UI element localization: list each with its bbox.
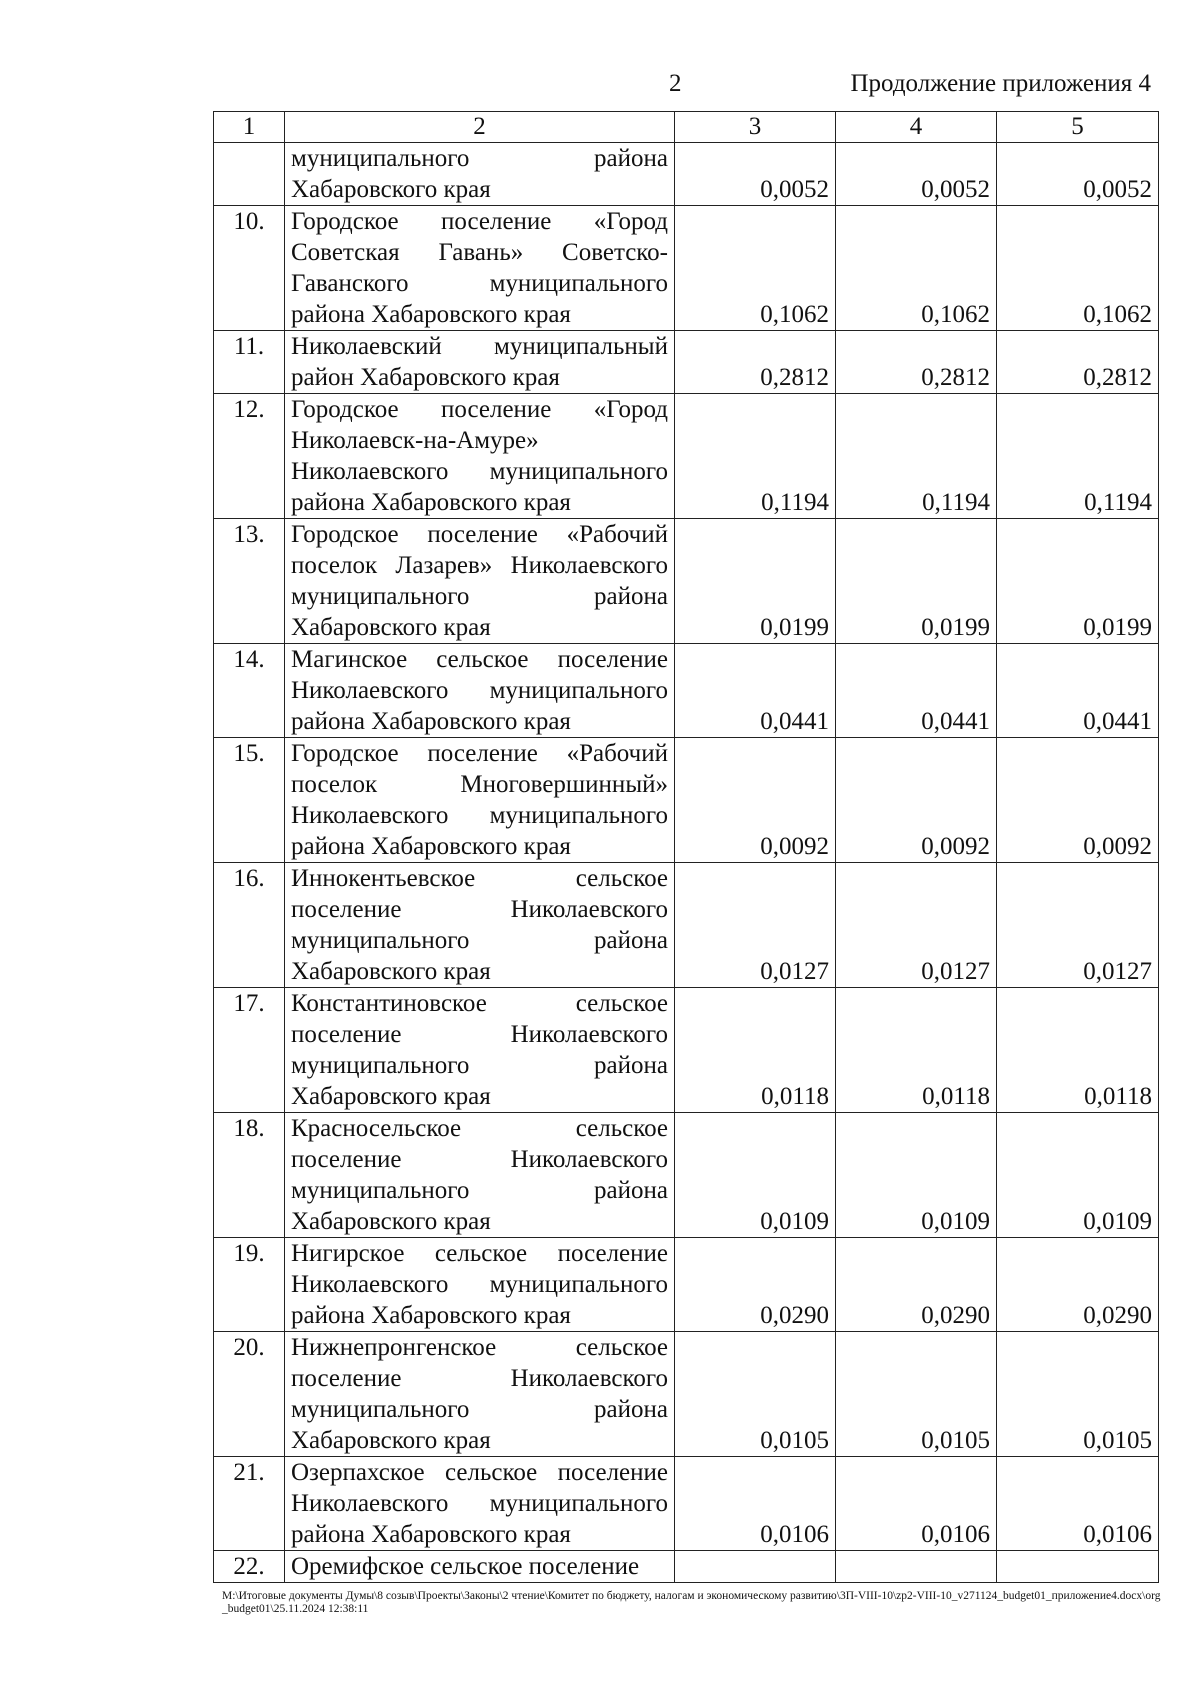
municipality-name: Красносельское сельское поселение Николаевского муниципального района Хабаровского края (285, 1113, 675, 1238)
row-number: 18. (214, 1113, 285, 1238)
value-col4: 0,1194 (836, 394, 997, 519)
value-col3: 0,0127 (675, 863, 836, 988)
file-path-footer: M:\Итоговые документы Думы\8 созыв\Проекты\Законы\2 чтение\Комитет по бюджету, налогам и экономическому развитию\3П-VIII-10\zp2-VIII-10_v271124_budget01_приложение4.docx\org_budget01\25.11.2024 12:38:11 (222, 1590, 1161, 1615)
value-col3: 0,0199 (675, 519, 836, 644)
municipality-name: муниципального района Хабаровского края (285, 143, 675, 206)
value-col5: 0,0105 (997, 1332, 1159, 1457)
table-row (214, 143, 1159, 206)
value-col3 (675, 1551, 836, 1583)
municipality-name: Городское поселение «Рабочий поселок Многовершинный» Николаевского муниципального района Хабаровского края (285, 738, 675, 863)
municipality-name: Городское поселение «Город Советская Гавань» Советско-Гаванского муниципального района Хабаровского края (285, 206, 675, 331)
table-row (214, 1457, 1159, 1551)
table-row (214, 1113, 1159, 1238)
value-col3: 0,0109 (675, 1113, 836, 1238)
municipality-name: Иннокентьевское сельское поселение Николаевского муниципального района Хабаровского края (285, 863, 675, 988)
row-number (214, 143, 285, 206)
page-number: 2 (669, 70, 682, 97)
municipality-name: Нигирское сельское поселение Николаевского муниципального района Хабаровского края (285, 1238, 675, 1332)
value-col3: 0,1062 (675, 206, 836, 331)
value-col4: 0,0127 (836, 863, 997, 988)
value-col4: 0,0199 (836, 519, 997, 644)
municipality-name: Городское поселение «Город Николаевск-на-Амуре» Николаевского муниципального района Хабаровского края (285, 394, 675, 519)
value-col3: 0,0052 (675, 143, 836, 206)
row-number: 14. (214, 644, 285, 738)
value-col5: 0,0118 (997, 988, 1159, 1113)
table-row (214, 1551, 1159, 1583)
value-col5 (997, 1551, 1159, 1583)
value-col3: 0,0105 (675, 1332, 836, 1457)
column-header: 5 (997, 112, 1159, 143)
row-number: 16. (214, 863, 285, 988)
value-col4: 0,0092 (836, 738, 997, 863)
row-number: 20. (214, 1332, 285, 1457)
municipality-name: Озерпахское сельское поселение Николаевского муниципального района Хабаровского края (285, 1457, 675, 1551)
value-col5: 0,0092 (997, 738, 1159, 863)
value-col4: 0,0105 (836, 1332, 997, 1457)
value-col3: 0,1194 (675, 394, 836, 519)
appendix-table (213, 111, 1159, 1583)
column-header: 3 (675, 112, 836, 143)
municipality-name: Нижнепронгенское сельское поселение Николаевского муниципального района Хабаровского края (285, 1332, 675, 1457)
value-col5: 0,0106 (997, 1457, 1159, 1551)
row-number: 22. (214, 1551, 285, 1583)
municipality-name: Оремифское сельское поселение (285, 1551, 675, 1583)
value-col4 (836, 1551, 997, 1583)
value-col3: 0,0441 (675, 644, 836, 738)
value-col3: 0,0106 (675, 1457, 836, 1551)
row-number: 15. (214, 738, 285, 863)
table-row (214, 988, 1159, 1113)
row-number: 10. (214, 206, 285, 331)
column-header: 2 (285, 112, 675, 143)
value-col5: 0,0052 (997, 143, 1159, 206)
value-col5: 0,0199 (997, 519, 1159, 644)
value-col4: 0,0118 (836, 988, 997, 1113)
value-col4: 0,1062 (836, 206, 997, 331)
table-row (214, 331, 1159, 394)
value-col3: 0,0290 (675, 1238, 836, 1332)
table-row (214, 1238, 1159, 1332)
value-col5: 0,0109 (997, 1113, 1159, 1238)
row-number: 13. (214, 519, 285, 644)
value-col4: 0,0106 (836, 1457, 997, 1551)
value-col4: 0,0290 (836, 1238, 997, 1332)
value-col5: 0,2812 (997, 331, 1159, 394)
table-row (214, 1332, 1159, 1457)
value-col3: 0,0118 (675, 988, 836, 1113)
value-col3: 0,0092 (675, 738, 836, 863)
table-row (214, 519, 1159, 644)
row-number: 17. (214, 988, 285, 1113)
value-col4: 0,2812 (836, 331, 997, 394)
table-header-row (214, 112, 1159, 143)
row-number: 12. (214, 394, 285, 519)
column-header: 4 (836, 112, 997, 143)
value-col5: 0,0441 (997, 644, 1159, 738)
value-col4: 0,0052 (836, 143, 997, 206)
table-row (214, 644, 1159, 738)
row-number: 21. (214, 1457, 285, 1551)
value-col5: 0,1062 (997, 206, 1159, 331)
municipality-name: Городское поселение «Рабочий поселок Лазарев» Николаевского муниципального района Хабаровского края (285, 519, 675, 644)
value-col5: 0,0127 (997, 863, 1159, 988)
table-row (214, 394, 1159, 519)
table-row (214, 206, 1159, 331)
value-col5: 0,1194 (997, 394, 1159, 519)
value-col4: 0,0441 (836, 644, 997, 738)
table-row (214, 863, 1159, 988)
value-col4: 0,0109 (836, 1113, 997, 1238)
value-col5: 0,0290 (997, 1238, 1159, 1332)
table-row (214, 738, 1159, 863)
row-number: 11. (214, 331, 285, 394)
municipality-name: Магинское сельское поселение Николаевского муниципального района Хабаровского края (285, 644, 675, 738)
municipality-name: Константиновское сельское поселение Николаевского муниципального района Хабаровского края (285, 988, 675, 1113)
row-number: 19. (214, 1238, 285, 1332)
continuation-label: Продолжение приложения 4 (850, 70, 1151, 97)
municipality-name: Николаевский муниципальный район Хабаровского края (285, 331, 675, 394)
column-header: 1 (214, 112, 285, 143)
value-col3: 0,2812 (675, 331, 836, 394)
